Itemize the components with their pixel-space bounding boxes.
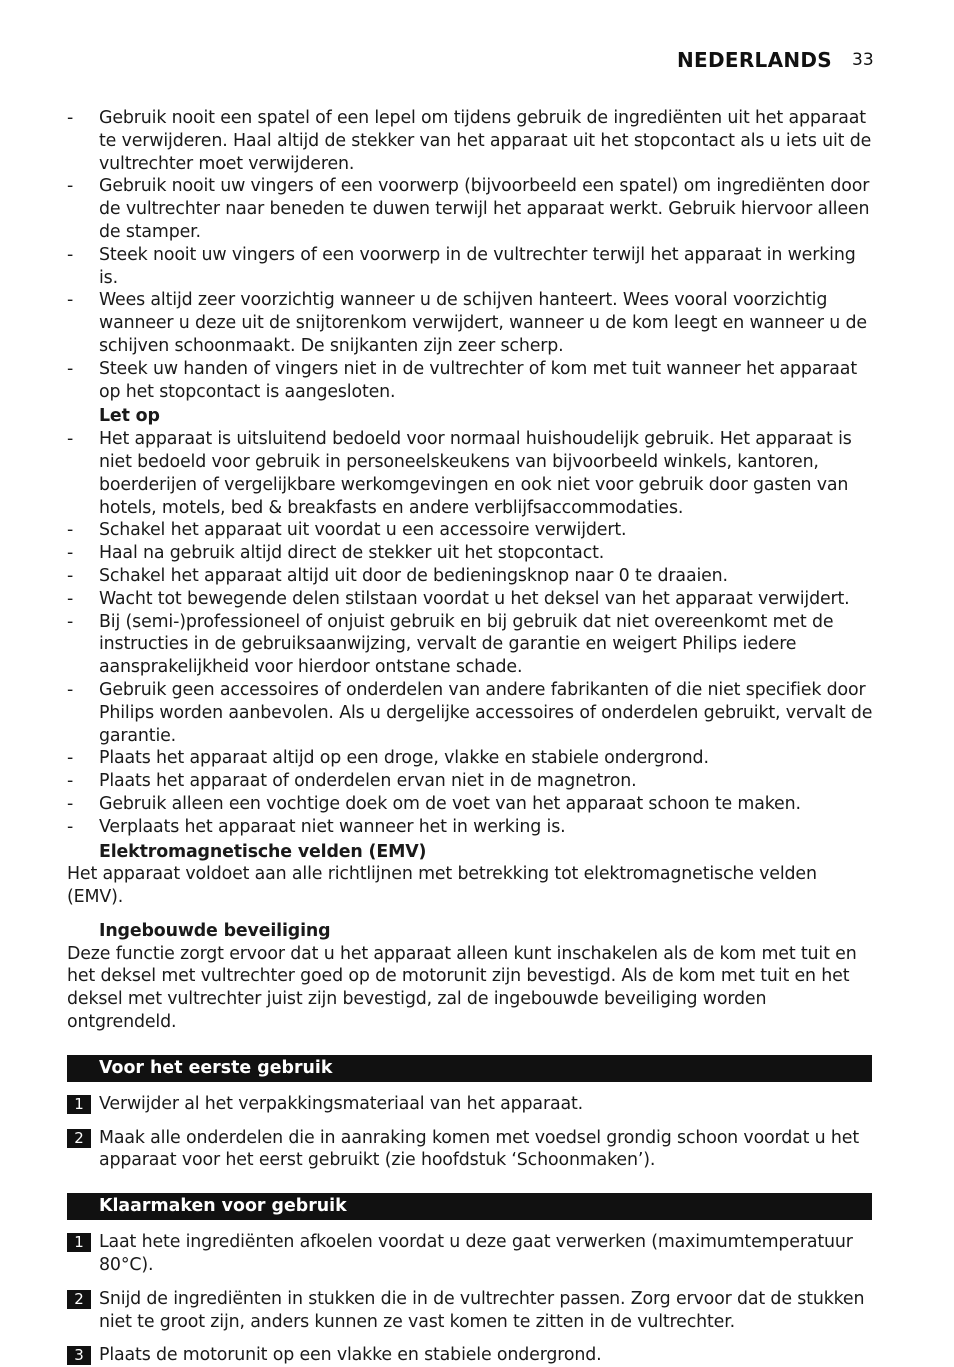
list-item-text: Gebruik alleen een vochtige doek om de voet van het apparaat schoon te maken. (99, 793, 801, 814)
list-item: - Schakel het apparaat altijd uit door de bedieningsknop naar 0 te draaien. (67, 565, 728, 586)
step-number: 2 (67, 1290, 91, 1309)
list-item-text: Het apparaat is uitsluitend bedoeld voor normaal huishoudelijk gebruik. Het apparaat is niet bedoeld voor gebruik in personeelskeukens van bijvoorbeeld winkels, kantoren, boerderijen of vergelijkbare werkomgevingen en ook niet voor gebruik door gasten van hotels, motels, bed & breakfasts en andere verblijfsaccommodaties. (99, 429, 852, 518)
list-item-text: Gebruik nooit uw vingers of een voorwerp (bijvoorbeeld een spatel) om ingrediënten door de vultrechter naar beneden te duwen terwijl het apparaat werkt. Gebruik hiervoor alleen de stamper. (99, 176, 870, 242)
list-item: - Schakel het apparaat uit voordat u een accessoire verwijdert. (67, 520, 627, 541)
list-item-text: Steek uw handen of vingers niet in de vultrechter of kom met tuit wanneer het apparaat op het stopcontact is aangesloten. (99, 358, 857, 402)
let-op-heading: Let op (99, 406, 160, 427)
list-item: - Gebruik nooit een spatel of een lepel om tijdens gebruik de ingrediënten uit het apparaat te verwijderen. Haal altijd de stekker van het apparaat uit het stopcontact als u iets uit de vultrechter moet verwijderen. (67, 108, 872, 174)
step-item (67, 1288, 877, 1334)
list-item-text: Schakel het apparaat altijd uit door de bedieningsknop naar 0 te draaien. (99, 565, 728, 586)
list-item: - Plaats het apparaat altijd op een droge, vlakke en stabiele ondergrond. (67, 748, 709, 769)
list-item: - Het apparaat is uitsluitend bedoeld voor normaal huishoudelijk gebruik. Het apparaat is niet bedoeld voor gebruik in personeelskeukens van bijvoorbeeld winkels, kantoren, boerderijen of vergelijkbare werkomgevingen en ook niet voor gebruik door gasten van hotels, motels, bed & breakfasts en andere verblijfsaccommodaties. (67, 429, 852, 518)
section-title-eerste-gebruik: Voor het eerste gebruik (67, 1055, 872, 1082)
step-text: Plaats de motorunit op een vlakke en stabiele ondergrond. (99, 1345, 602, 1366)
list-item-text: Wacht tot bewegende delen stilstaan voordat u het deksel van het apparaat verwijdert. (99, 588, 850, 609)
list-item: - Gebruik alleen een vochtige doek om de voet van het apparaat schoon te maken. (67, 793, 801, 814)
beveiliging-heading: Ingebouwde beveiliging (99, 920, 331, 941)
list-item: - Steek uw handen of vingers niet in de vultrechter of kom met tuit wanneer het apparaat op het stopcontact is aangesloten. (67, 358, 857, 402)
step-item (67, 1127, 877, 1173)
beveiliging-text: Deze functie zorgt ervoor dat u het apparaat alleen kunt inschakelen als de kom met tuit en het deksel met vultrechter goed op de motorunit zijn bevestigd. Als de kom met tuit en het deksel met vultrechter juist zijn bevestigd, zal de ingebouwde beveiliging worden ontgrendeld. (67, 943, 857, 1033)
list-item: - Wees altijd zeer voorzichtig wanneer u de schijven hanteert. Wees vooral voorzichtig wanneer u deze uit de snijtorenkom verwijdert, wanneer u de kom leegt en wanneer u de schijven schoonmaakt. De snijkanten zijn zeer scherp. (67, 290, 867, 356)
step-number: 1 (67, 1095, 91, 1114)
step-text: Laat hete ingrediënten afkoelen voordat u deze gaat verwerken (maximumtemperatuur 80°C). (99, 1232, 853, 1276)
page-header (0, 48, 954, 74)
step-number: 1 (67, 1233, 91, 1252)
list-item: - Verplaats het apparaat niet wanneer het in werking is. (67, 816, 566, 837)
emv-text: Het apparaat voldoet aan alle richtlijnen met betrekking tot elektromagnetische velden (EMV). (67, 864, 817, 908)
list-item: - Gebruik geen accessoires of onderdelen van andere fabrikanten of die niet specifiek door Philips worden aanbevolen. Als u dergelijke accessoires of onderdelen gebruikt, vervalt de garantie. (67, 679, 873, 746)
list-item: - Haal na gebruik altijd direct de stekker uit het stopcontact. (67, 543, 605, 564)
language-label: NEDERLANDS (676, 48, 832, 72)
step-text: Verwijder al het verpakkingsmateriaal van het apparaat. (99, 1093, 584, 1114)
step-text: Maak alle onderdelen die in aanraking komen met voedsel grondig schoon voordat u het apparaat voor het eerst gebruikt (zie hoofdstuk ‘Schoonmaken’). (99, 1127, 860, 1171)
step-item (67, 1093, 877, 1116)
list-item: - Bij (semi-)professioneel of onjuist gebruik en bij gebruik dat niet overeenkomt met de instructies in de gebruiksaanwijzing, vervalt de garantie en weigert Philips iedere aansprakelijkheid voor hierdoor ontstane schade. (67, 611, 834, 678)
step-text: Snijd de ingrediënten in stukken die in de vultrechter passen. Zorg ervoor dat de stukken niet te groot zijn, anders kunnen ze vast komen te zitten in de vultrechter. (99, 1288, 865, 1332)
list-item-text: Gebruik nooit een spatel of een lepel om tijdens gebruik de ingrediënten uit het apparaat te verwijderen. Haal altijd de stekker van het apparaat uit het stopcontact als u iets uit de vultrechter moet verwijderen. (99, 108, 872, 174)
page-content (67, 107, 877, 1367)
page-number: 33 (852, 50, 874, 70)
list-item-text: Schakel het apparaat uit voordat u een accessoire verwijdert. (99, 520, 627, 541)
list-item-text: Steek nooit uw vingers of een voorwerp in de vultrechter terwijl het apparaat in werking is. (99, 244, 856, 288)
list-item: - Wacht tot bewegende delen stilstaan voordat u het deksel van het apparaat verwijdert. (67, 588, 850, 609)
step-number: 2 (67, 1129, 91, 1148)
section-title-klaarmaken: Klaarmaken voor gebruik (67, 1193, 872, 1220)
list-item-text: Plaats het apparaat of onderdelen ervan niet in de magnetron. (99, 771, 637, 792)
emv-heading: Elektromagnetische velden (EMV) (99, 841, 427, 862)
list-item: - Plaats het apparaat of onderdelen ervan niet in de magnetron. (67, 771, 637, 792)
step-item (67, 1344, 877, 1367)
list-item-text: Wees altijd zeer voorzichtig wanneer u de schijven hanteert. Wees vooral voorzichtig wanneer u deze uit de snijtorenkom verwijdert, wanneer u de kom leegt en wanneer u de schijven schoonmaakt. De snijkanten zijn zeer scherp. (99, 290, 867, 356)
list-item-text: Haal na gebruik altijd direct de stekker uit het stopcontact. (99, 543, 605, 564)
list-item-text: Bij (semi-)professioneel of onjuist gebruik en bij gebruik dat niet overeenkomt met de instructies in de gebruiksaanwijzing, vervalt de garantie en weigert Philips iedere aansprakelijkheid voor hierdoor ontstane schade. (99, 611, 834, 678)
list-item-text: Plaats het apparaat altijd op een droge, vlakke en stabiele ondergrond. (99, 748, 709, 769)
list-item-text: Verplaats het apparaat niet wanneer het in werking is. (99, 816, 566, 837)
step-item (67, 1231, 877, 1277)
list-item-text: Gebruik geen accessoires of onderdelen van andere fabrikanten of die niet specifiek door Philips worden aanbevolen. Als u dergelijke accessoires of onderdelen gebruikt, vervalt de garantie. (99, 679, 873, 746)
step-number: 3 (67, 1346, 91, 1365)
list-item: - Gebruik nooit uw vingers of een voorwerp (bijvoorbeeld een spatel) om ingrediënten door de vultrechter naar beneden te duwen terwijl het apparaat werkt. Gebruik hiervoor alleen de stamper. (67, 176, 870, 242)
list-item: - Steek nooit uw vingers of een voorwerp in de vultrechter terwijl het apparaat in werking is. (67, 244, 856, 288)
